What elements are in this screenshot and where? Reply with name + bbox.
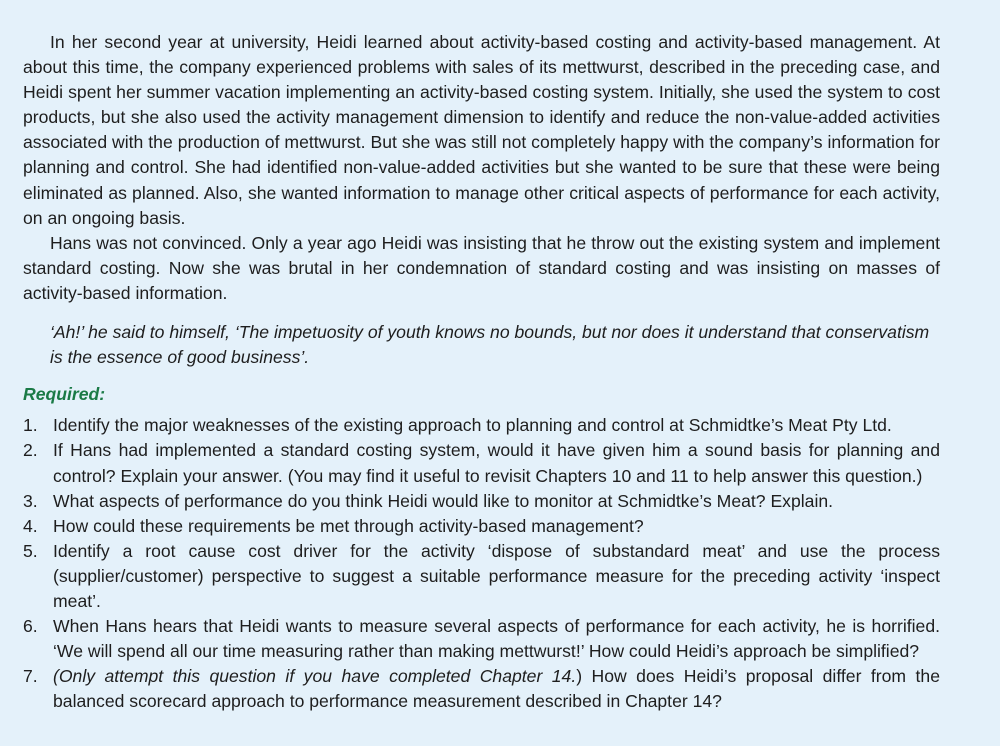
question-text: ) How does Heidi’s proposal differ from the balanced scorecard approach to performance measurement described in Chapter 14? [53, 666, 940, 712]
question-item [23, 438, 940, 488]
question-italic-prefix: (Only attempt this question if you have completed Chapter 14. [53, 666, 577, 687]
question-text: How could these requirements be met through activity-based management? [53, 515, 644, 536]
question-text: What aspects of performance do you think Heidi would like to monitor at Schmidtke’s Meat? Explain. [53, 490, 834, 511]
quote: ‘Ah!’ he said to himself, ‘The impetuosity of youth knows no bounds, but nor does it understand that conservatism is the essence of good business’. [50, 322, 930, 368]
paragraph-1: In her second year at university, Heidi learned about activity-based costing and activity-based management. At about this time, the company experienced problems with sales of its mettwurst, described in the preceding case, and Heidi spent her summer vacation implementing an activity-based costing system. Initially, she used the system to cost products, but she also used the activity management dimension to identify and reduce the non-value-added activities associated with the production of mettwurst. But she was still not completely happy with the company’s information for planning and control. She had identified non-value-added activities but she wanted to be sure that these were being eliminated as planned. Also, she wanted information to manage other critical aspects of performance for each activity, on an ongoing basis. [23, 32, 940, 228]
paragraph-2: Hans was not convinced. Only a year ago Heidi was insisting that he throw out the existing system and implement standard costing. Now she was brutal in her condemnation of standard costing and was insisting on masses of activity-based information. [23, 232, 940, 303]
question-number: 7. [23, 666, 38, 687]
question-text: Identify the major weaknesses of the existing approach to planning and control at Schmidtke’s Meat Pty Ltd. [53, 415, 892, 436]
question-number: 4. [23, 515, 38, 536]
question-number: 5. [23, 540, 38, 561]
question-text: Identify a root cause cost driver for the activity ‘dispose of substandard meat’ and use the process (supplier/customer) perspective to suggest a suitable performance measure for the preceding activity ‘inspect meat’. [53, 540, 940, 611]
question-item [23, 514, 940, 539]
question-number: 3. [23, 490, 38, 511]
question-text: When Hans hears that Heidi wants to measure several aspects of performance for each activity, he is horrified. ‘We will spend all our time measuring rather than making mettwurst!’ How could Heidi’s approach be simplified? [53, 616, 940, 662]
question-text: If Hans had implemented a standard costing system, would it have given him a sound basis for planning and control? Explain your answer. (You may find it useful to revisit Chapters 10 and 11 to help answer this question.) [53, 440, 940, 486]
question-item [23, 413, 940, 438]
question-number: 1. [23, 415, 38, 436]
question-item [23, 489, 940, 514]
question-number: 6. [23, 616, 38, 637]
question-number: 2. [23, 440, 38, 461]
question-item [23, 614, 940, 664]
questions-list [23, 413, 940, 714]
required-heading: Required: [23, 384, 106, 405]
question-item [23, 664, 940, 714]
question-item [23, 539, 940, 614]
